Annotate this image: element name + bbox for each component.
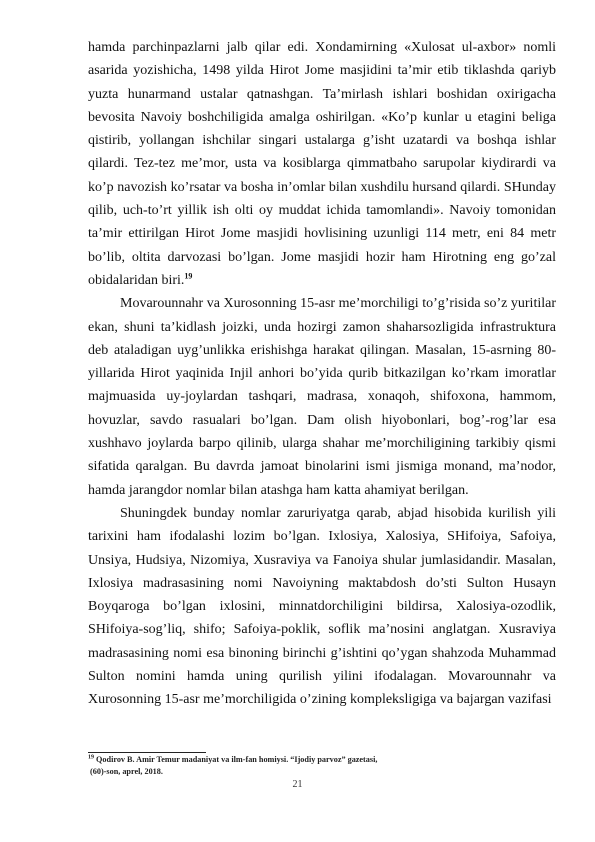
paragraph-1 (88, 36, 556, 292)
footnote-number: 19 (88, 754, 94, 761)
footnote (88, 754, 556, 778)
body-text (88, 36, 556, 712)
paragraph-2: Movarounnahr va Xurosonning 15-asr me’morchiligi to’g’risida so’z yuritilar ekan, shuni ta’kidlash joizki, unda hozirgi zamon shaharsozligida infrastruktura deb ataladigan uyg’unlikka erishishga harakat qilingan. Masalan, 15-asrning 80-yillarida Hirot yaqinida Injil anhori bo’yida qurib bitkazilgan ko’rkam imoratlar majmuasida uy-joylardan tashqari, madrasa, xonaqoh, shifoxona, hammom, hovuzlar, savdo rasualari bo’lgan. Dam olish hiyobonlari, bog’-rog’lar esa xushhavo joylarda barpo qilinib, ularga shahar me’morchiligining tarkibiy qismi sifatida qaralgan. Bu davrda jamoat binolarini ismi jismiga monand, ma’nodor, hamda jarangdor nomlar bilan atashga ham katta ahamiyat berilgan. (88, 296, 556, 498)
footnote-line-2 (88, 766, 556, 778)
page-number: 21 (292, 779, 303, 790)
footnote-divider (88, 752, 206, 753)
paragraph-3: Shuningdek bunday nomlar zaruriyatga qarab, abjad hisobida kurilish yili tarixini ham ifodalashi lozim bo’lgan. Ixlosiya, Xalosiya, SHifoiya, Safoiya, Unsiya, Hudsiya, Nizomiya, Xusraviya va Fanoiya shular jumlasidandir. Masalan, Ixlosiya madrasasining nomi Navoiyning maktabdosh do’sti Sulton Husayn Boyqaroga bo’lgan ixlosini, minnatdorchiligini bildirsa, Xalosiya-ozodlik, SHifoiya-sog’liq, shifo; Safoiya-poklik, soflik ma’nosini anglatgan. Xusraviya madrasasining nomi esa binoning birinchi g’ishtini qo’ygan shahzoda Muhammad Sulton nomini hamda uning qurilish yilini ifodalagan. Movarounnahr va Xurosonning 15-asr me’morchiligida o’zining kompleksligiga va bajargan vazifasi (88, 505, 556, 708)
footnote-citation: Qodirov B. Amir Temur madaniyat va ilm-fan homiysi. “Ijodiy parvoz” gazetasi, (96, 755, 378, 764)
footnote-line-1 (88, 754, 556, 766)
footnote-reference[interactable]: 19 (184, 271, 193, 281)
paragraph-1-text: hamda parchinpazlarni jalb qilar edi. Xondamirning «Xulosat ul-axbor» nomli asarida yozishicha, 1498 yilda Hirot Jome masjidini ta’mir etib tiklashda qariyb yuzta hunarmand ustalar qatnashgan. Ta’mirlash ishlari boshidan oxirigacha bevosita Navoiy boshchiligida amalga oshirilgan. «Ko’p kunlar u etagini beliga qistirib, yollangan ishchilar singari ustalarga g’isht uzatardi va boshqa ishlar qilardi. Tez-tez me’mor, usta va kosiblarga qimmatbaho sarupolar kiydirardi va ko’p navozish ko’rsatar va bosha in’omlar bilan xushdilu hursand qilardi. SHunday qilib, uch-to’rt yillik ish olti oy muddat ichida tamomlandi». Navoiy tomonidan ta’mir ettirilgan Hirot Jome masjidi hovlisining uzunligi 114 metr, eni 84 metr bo’lib, oltita darvozasi bo’lgan. Jome masjidi hozir ham Hirotning eng go’zal obidalaridan biri. (88, 40, 556, 288)
footnote-citation-continued: (60)-son, aprel, 2018. (90, 767, 163, 776)
